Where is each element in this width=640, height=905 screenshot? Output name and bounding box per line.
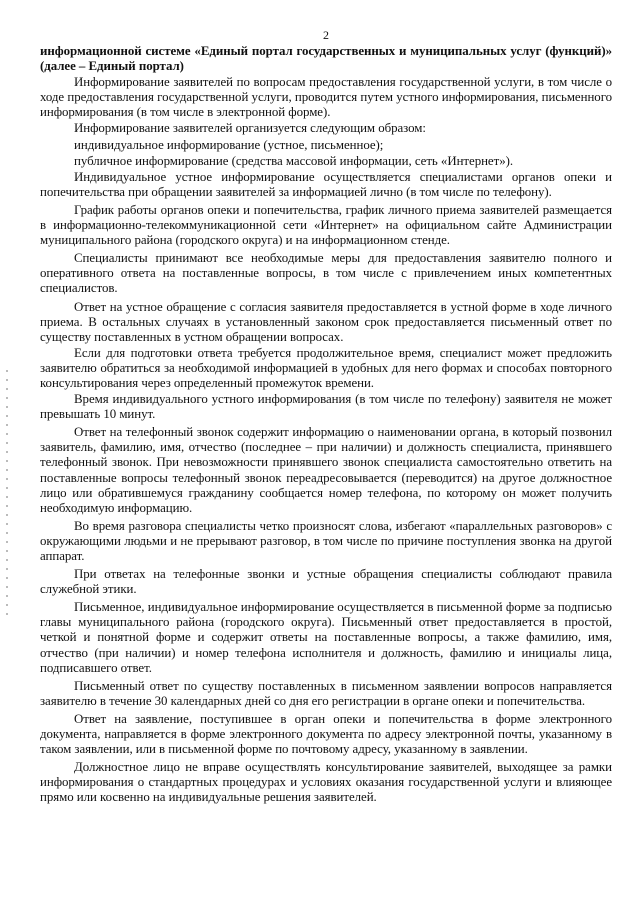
paragraph-public-informing-item: публичное информирование (средства массовой информации, сеть «Интернет»). (74, 153, 513, 168)
page-number: 2 (323, 28, 329, 42)
paragraph-consultation-limits: Должностное лицо не вправе осуществлять консультирование заявителей, выходящее за рамки информирования о стандартных процедурах и условиях оказания государственной услуги и влияющее прямо или косвенно на индивидуальные решения заявителей. (40, 760, 612, 805)
paragraph-portal-name: информационной системе «Единый портал государственных и муниципальных услуг (функций)» (далее – Единый портал) (40, 44, 612, 74)
paragraph-individual-informing-item: индивидуальное информирование (устное, письменное); (74, 137, 384, 152)
paragraph-informing-methods: Информирование заявителей по вопросам предоставления государственной услуги, в том числе о ходе предоставления государственной услуги, проводится путем устного информирования, письменного информирования (в том числе в электронной форме). (40, 75, 612, 120)
paragraph-electronic-answer: Ответ на заявление, поступившее в орган опеки и попечительства в форме электронного документа, направляется в форме электронного документа по адресу электронной почты, указанному в таком заявлении, или в письменной форме по почтовому адресу, указанному в заявлении. (40, 711, 612, 757)
paragraph-written-informing: Письменное, индивидуальное информирование осуществляется в письменной форме за подписью главы муниципального района (городского округа). Письменный ответ предоставляется в простой, четкой и понятной форме и содержит ответы на поставленные вопросы, а также фамилию, имя, отчество (при наличии) и номер телефона исполнителя и должность, фамилию и инициалы лица, подписавшего ответ. (40, 600, 612, 675)
paragraph-informing-time-limit: Время индивидуального устного информирования (в том числе по телефону) заявителя не может превышать 10 минут. (40, 392, 612, 422)
document-page (40, 28, 612, 807)
paragraph-long-preparation: Если для подготовки ответа требуется продолжительное время, специалист может предложить заявителю обратиться за необходимой информацией в удобных для него формах и способах повторного консультирования через определенный промежуток времени. (40, 345, 612, 390)
paragraph-oral-informing: Индивидуальное устное информирование осуществляется специалистами органов опеки и попечительства при обращении заявителей за информацией лично (в том числе по телефону). (40, 169, 612, 199)
paragraph-written-answer-deadline: Письменный ответ по существу поставленных в письменном заявлении вопросов направляется заявителю в течение 30 календарных дней со дня его регистрации в органе опеки и попечительства. (40, 678, 612, 708)
paragraph-specialists-measures: Специалисты принимают все необходимые меры для предоставления заявителю полного и оперативного ответа на поставленные вопросы, в том числе с привлечением иных компетентных специалистов. (40, 251, 612, 296)
paragraph-phone-call-answer: Ответ на телефонный звонок содержит информацию о наименовании органа, в который позвонил заявитель, фамилию, имя, отчество (последнее – при наличии) и должность специалиста, принявшего телефонный звонок. При невозможности принявшего звонок специалиста самостоятельно ответить на поставленные вопросы телефонный звонок переадресовывается (переводится) на другое должностное лицо или обратившемуся гражданину сообщается номер телефона, по которому он может получить необходимую информацию. (40, 425, 612, 515)
scan-margin-marks (6, 370, 9, 630)
paragraph-conversation-rules: Во время разговора специалисты четко произносят слова, избегают «параллельных разговоров» с окружающими людьми и не прерывают разговор, в том числе по причине поступления звонка на другой аппарат. (40, 518, 612, 563)
paragraph-service-ethics: При ответах на телефонные звонки и устные обращения специалисты соблюдают правила служебной этики. (40, 567, 612, 597)
paragraph-oral-request-answer: Ответ на устное обращение с согласия заявителя предоставляется в устной форме в ходе личного приема. В остальных случаях в установленный законом срок предоставляется письменный ответ по существу поставленных в устном обращении вопросах. (40, 299, 612, 344)
paragraph-work-schedule: График работы органов опеки и попечительства, график личного приема заявителей размещается в информационно-телекоммуникационной сети «Интернет» на официальном сайте Администрации муниципального района (городского округа) и на информационном стенде. (40, 202, 612, 248)
paragraph-informing-organization: Информирование заявителей организуется следующим образом: (74, 121, 426, 136)
